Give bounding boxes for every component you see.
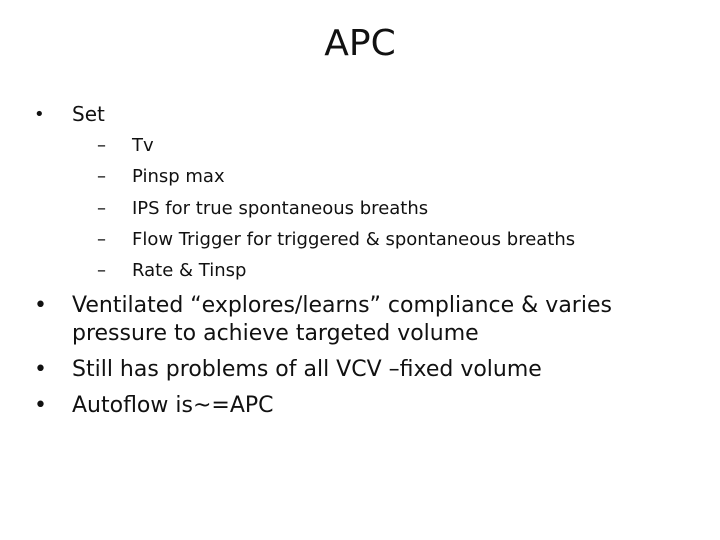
- sub-item-flow-trigger: Flow Trigger for triggered & spontaneous breaths: [132, 229, 576, 250]
- sub-item-pinsp: Pinsp max: [132, 166, 225, 187]
- sub-item-rate: Rate & Tinsp: [132, 260, 247, 281]
- main-bullet-vcv: Still has problems of all VCV –fixed volume: [72, 357, 542, 382]
- set-bullet-text: Set: [72, 102, 105, 126]
- bullet-icon: •: [34, 293, 47, 318]
- main-bullet-ventilated-line-1: Ventilated “explores/learns” compliance & varies: [72, 293, 612, 318]
- sub-item-tv: Tv: [132, 135, 154, 156]
- dash-icon: –: [97, 135, 106, 156]
- slide-title: APC: [324, 23, 396, 64]
- dash-icon: –: [97, 198, 106, 219]
- dash-icon: –: [97, 260, 106, 281]
- bullet-icon: •: [34, 393, 47, 418]
- bullet-icon: •: [34, 357, 47, 382]
- main-bullet-ventilated-line-2: pressure to achieve targeted volume: [72, 321, 479, 346]
- bullet-icon: •: [34, 104, 45, 125]
- sub-item-ips: IPS for true spontaneous breaths: [132, 198, 429, 219]
- dash-icon: –: [97, 229, 106, 250]
- main-bullet-autoflow: Autoflow is~=APC: [72, 393, 274, 418]
- dash-icon: –: [97, 166, 106, 187]
